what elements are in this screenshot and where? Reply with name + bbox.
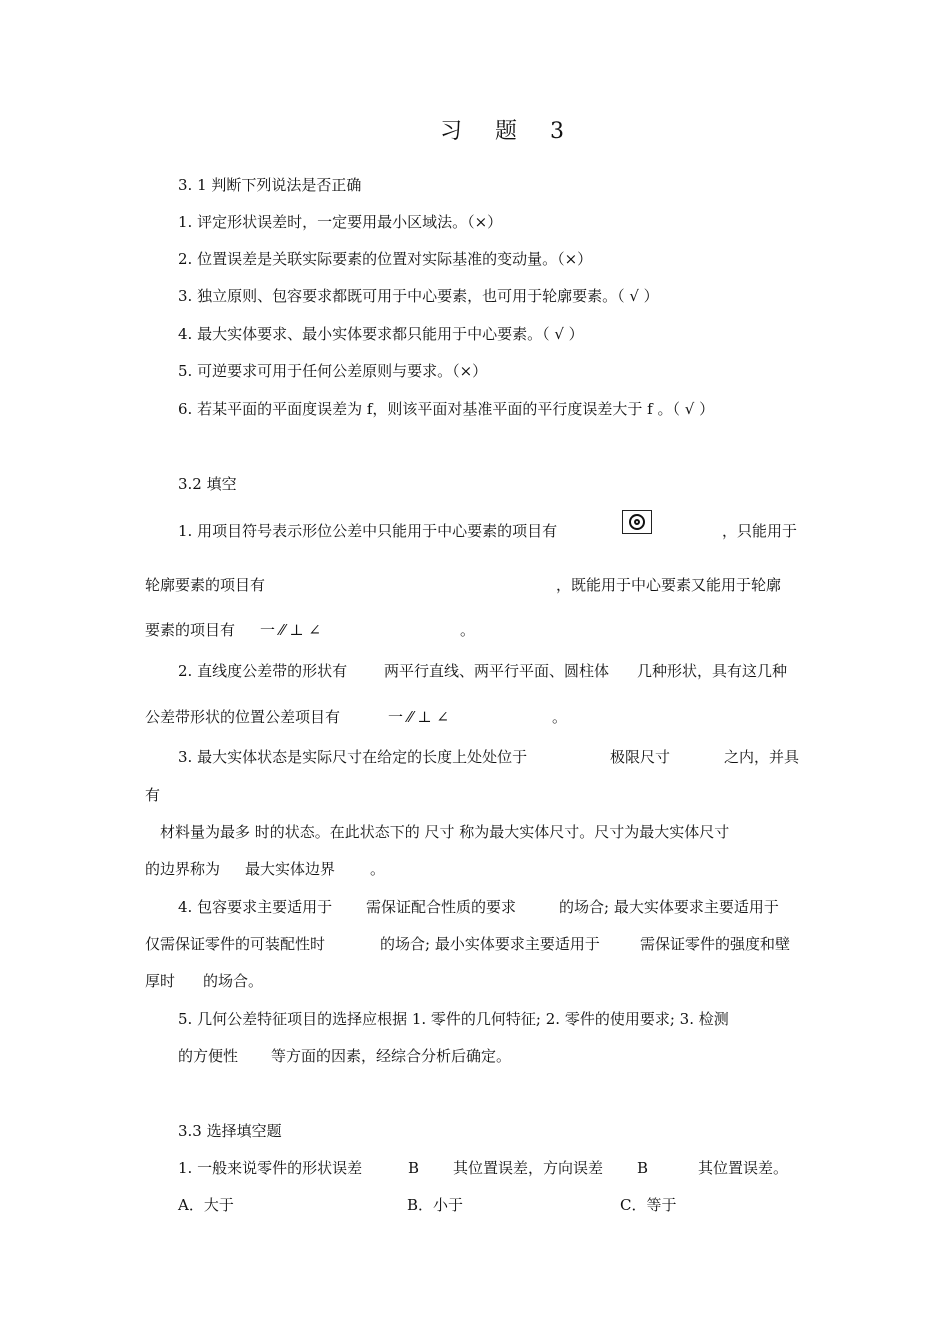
judge-item-3: 3. 独立原则、包容要求都既可用于中心要素，也可用于轮廓要素。（ √ ） [178, 287, 659, 305]
fill-q1-line3-text: 要素的项目有 [145, 621, 236, 639]
fill-q3-line1-text: 3. 最大实体状态是实际尺寸在给定的长度上处处位于 [178, 748, 528, 766]
fill-q3-line1-tail: 之内，并具 [724, 748, 800, 766]
option-c: C．等于 [620, 1196, 677, 1214]
choice-q1-answer-2: B [637, 1159, 649, 1177]
fill-q4-answer-1: 需保证配合性质的要求 [366, 898, 517, 916]
fill-q1-line2-tail: ，既能用于中心要素又能用于轮廓 [556, 576, 782, 594]
fill-q3-line3-text: 材料量为最多 时的状态。在此状态下的 尺寸 称为最大实体尺寸。尺寸为最大实体尺寸 [160, 823, 730, 841]
page-title [440, 119, 567, 144]
fill-q2-line2-text: 公差带形状的位置公差项目有 [145, 708, 341, 726]
judge-item-4: 4. 最大实体要求、最小实体要求都只能用于中心要素。（ √ ） [178, 325, 584, 343]
title-char-3: 3 [550, 119, 567, 144]
fill-q4-answer-3: 需保证零件的强度和壁 [640, 935, 791, 953]
fill-q3-answer-3: 最大实体边界 [245, 860, 336, 878]
fill-q2-line1-tail: 几种形状，具有这几种 [637, 662, 788, 680]
title-char-1: 习 [440, 119, 465, 144]
fill-q2-answer-symbols: 一 ⁄⁄ ⊥ ∠ [388, 708, 449, 726]
judge-item-1: 1. 评定形状误差时，一定要用最小区域法。（×） [178, 213, 503, 231]
fill-q4-end: 的场合。 [203, 972, 264, 990]
choice-q1-text-3: 其位置误差。 [698, 1159, 789, 1177]
fill-q3-end: 。 [370, 860, 386, 878]
fill-q5-answer-cont: 的方便性 [178, 1047, 239, 1065]
fill-q1-line2-text: 轮廓要素的项目有 [145, 576, 266, 594]
concentricity-inner-ring [634, 519, 640, 525]
option-b: B．小于 [407, 1196, 464, 1214]
judge-item-2: 2. 位置误差是关联实际要素的位置对实际基准的变动量。（×） [178, 250, 593, 268]
title-char-2: 题 [495, 119, 520, 144]
choice-q1-text-1: 1. 一般来说零件的形状误差 [178, 1159, 363, 1177]
fill-q1-end: 。 [460, 621, 476, 639]
fill-q4-line1-tail: 的场合; 最大实体要求主要适用于 [559, 898, 779, 916]
option-a: A．大于 [178, 1196, 234, 1214]
judge-item-6: 6. 若某平面的平面度误差为 f，则该平面对基准平面的平行度误差大于 f 。（ √ ） [178, 400, 715, 418]
fill-q1-answer-symbols: 一 ⁄⁄ ⊥ ∠ [260, 621, 321, 639]
judge-item-5: 5. 可逆要求可用于任何公差原则与要求。（×） [178, 362, 488, 380]
fill-q5-line2-tail: 等方面的因素，经综合分析后确定。 [271, 1047, 512, 1065]
fill-q3-line2-text: 有 [145, 786, 161, 804]
fill-q2-line1-text: 2. 直线度公差带的形状有 [178, 662, 348, 680]
fill-q4-answer-3-cont: 厚时 [145, 972, 176, 990]
fill-q4-answer-2: 仅需保证零件的可装配性时 [145, 935, 326, 953]
fill-q2-end: 。 [552, 708, 568, 726]
fill-q4-line2-text: 的场合; 最小实体要求主要适用于 [380, 935, 600, 953]
fill-q4-line1-text: 4. 包容要求主要适用于 [178, 898, 333, 916]
fill-q2-answer: 两平行直线、两平行平面、圆柱体 [384, 662, 610, 680]
fill-q5-line1-text: 5. 几何公差特征项目的选择应根据 1. 零件的几何特征; 2. 零件的使用要求; 3. 检测 [178, 1010, 729, 1028]
fill-q1-line1-text: 1. 用项目符号表示形位公差中只能用于中心要素的项目有 [178, 522, 558, 540]
concentricity-icon [622, 510, 652, 534]
choice-q1-text-2: 其位置误差，方向误差 [453, 1159, 604, 1177]
section-3-2-heading: 3.2 填空 [178, 475, 237, 493]
section-3-1-heading: 3. 1 判断下列说法是否正确 [178, 176, 362, 194]
choice-q1-answer-1: B [408, 1159, 420, 1177]
section-3-3-heading: 3.3 选择填空题 [178, 1122, 282, 1140]
fill-q3-answer-1: 极限尺寸 [610, 748, 671, 766]
fill-q1-line1-tail: ，只能用于 [722, 522, 798, 540]
fill-q3-line4-text: 的边界称为 [145, 860, 221, 878]
